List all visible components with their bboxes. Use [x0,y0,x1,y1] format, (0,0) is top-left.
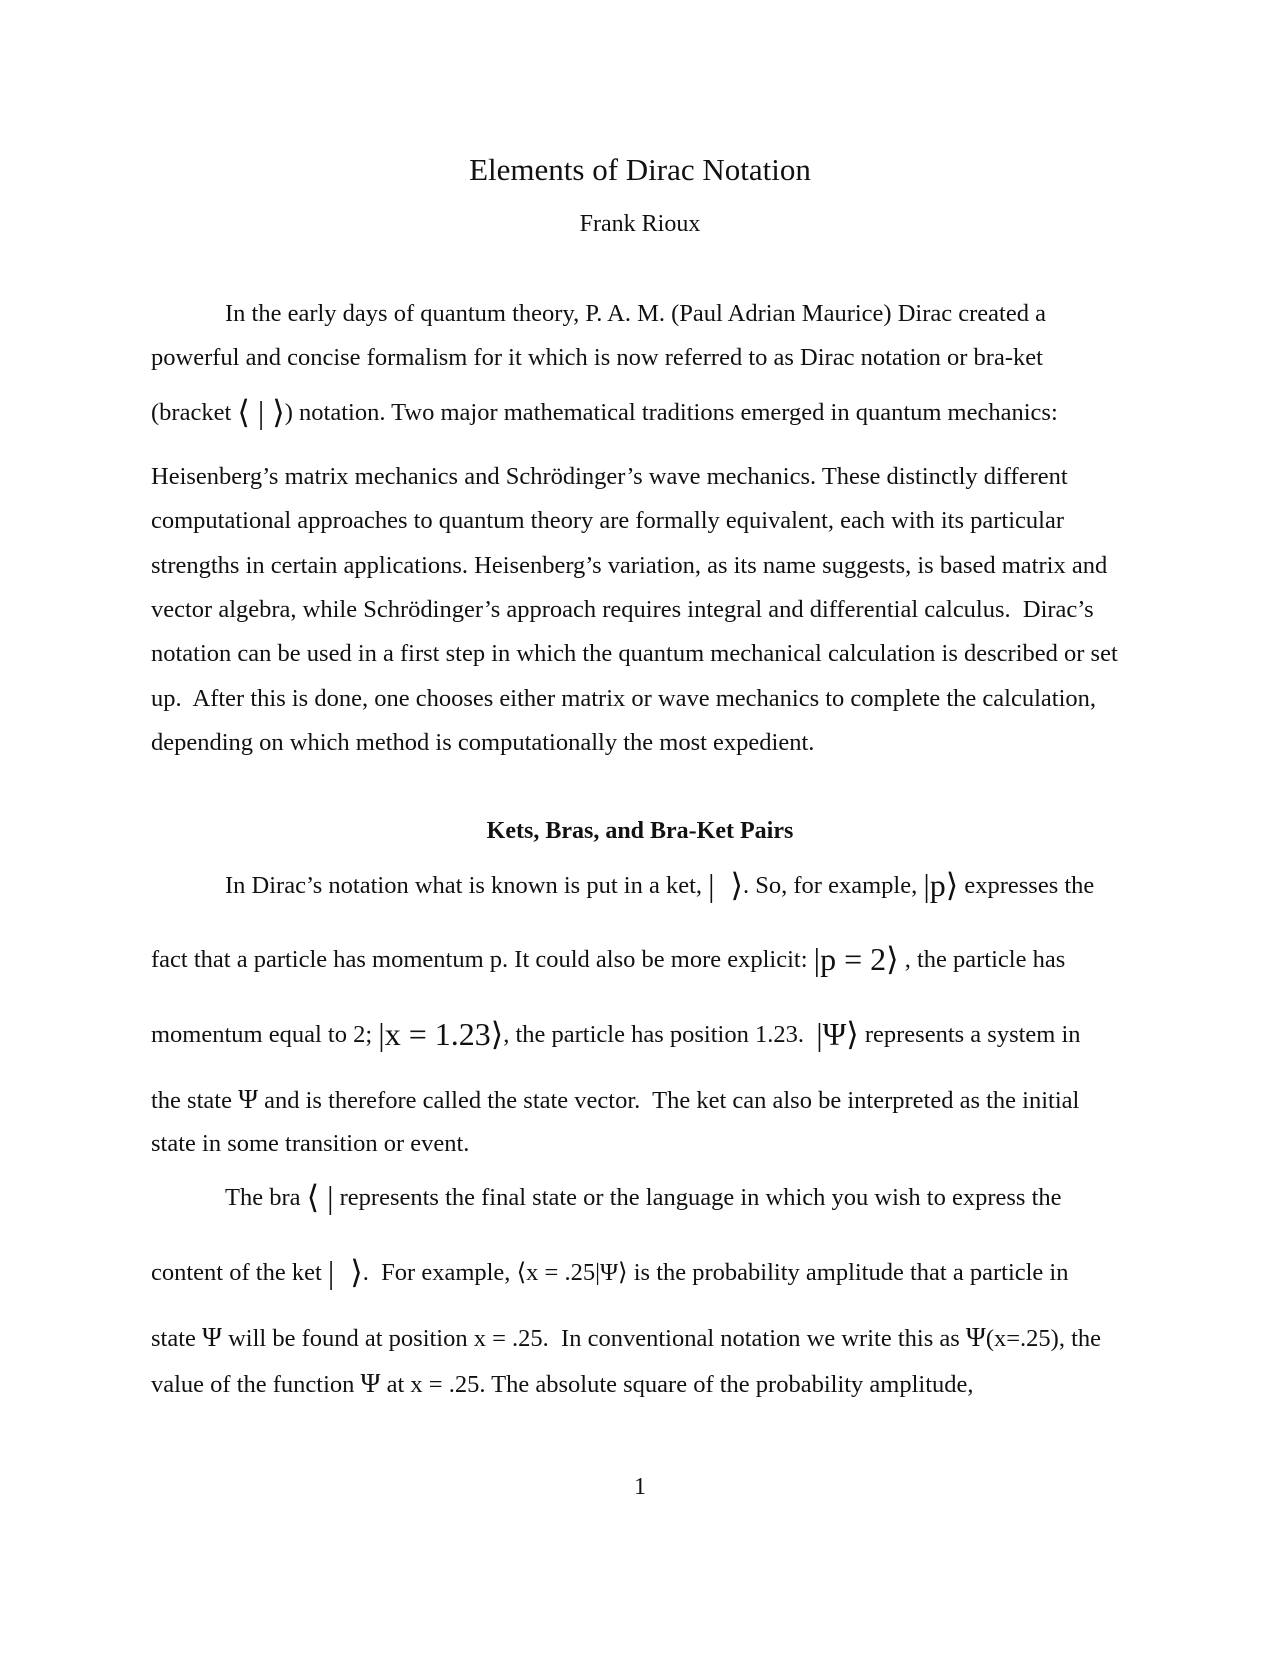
text-line [151,1254,1069,1290]
text-line [151,728,814,758]
text-segment: In Dirac’s notation what is known is put in a ket, [225,872,709,899]
text-segment: at x = .25. The absolute square of the probability amplitude, [380,1371,974,1398]
text-line [151,551,1107,581]
psi-symbol: Ψ [238,1084,258,1114]
dirac-notation: |x = 1.23⟩ [378,1016,504,1052]
text-segment: ) notation. Two major mathematical traditions emerged in quantum mechanics: [284,399,1058,426]
text-segment: . So, for example, [743,872,924,899]
text-line [151,941,1066,977]
text-line [151,1368,974,1400]
text-line [151,343,1043,373]
text-line [151,1016,1081,1052]
text-segment: Heisenberg’s matrix mechanics and Schrödinger’s wave mechanics. These distinctly different [151,463,1068,490]
text-segment: . For example, [362,1259,517,1286]
psi-symbol: Ψ [202,1322,222,1352]
dirac-notation: |p⟩ [923,867,959,903]
text-line [151,1084,1079,1116]
text-segment: , the particle has [898,946,1066,973]
text-line [151,1129,469,1159]
text-segment: content of the ket [151,1259,328,1286]
dirac-notation: ⟨x = .25|Ψ⟩ [516,1259,628,1286]
text-line [151,684,1096,714]
text-segment: , the particle has position 1.23. [503,1021,817,1048]
text-segment: computational approaches to quantum theory are formally equivalent, each with its particular [151,507,1064,534]
text-segment: fact that a particle has momentum p. It could also be more explicit: [151,946,814,973]
text-segment: (x=.25), the [985,1325,1102,1352]
section-heading: Kets, Bras, and Bra-Ket Pairs [486,818,794,844]
dirac-notation: ⟨ | [306,1179,334,1215]
text-segment: state in some transition or event. [151,1130,470,1157]
text-segment: expresses the [958,872,1095,899]
author: Frank Rioux [579,211,701,237]
text-segment: and is therefore called the state vector. The ket can also be interpreted as the initial [258,1087,1080,1114]
text-segment: represents the final state or the language in which you wish to express the [333,1184,1062,1211]
text-segment: powerful and concise formalism for it which is now referred to as Dirac notation or bra-ket [151,344,1043,371]
text-line [225,299,1046,329]
text-segment: In the early days of quantum theory, P. A. M. (Paul Adrian Maurice) Dirac created a [225,300,1046,327]
psi-symbol: Ψ [965,1322,986,1352]
dirac-notation: |Ψ⟩ [816,1016,859,1052]
text-line [151,462,1068,492]
text-line [151,595,1094,625]
text-line [151,1322,1101,1354]
text-line [151,639,1118,669]
text-line [225,867,1095,903]
dirac-notation: |p = 2⟩ [813,941,899,977]
text-segment: The bra [225,1184,307,1211]
text-segment: momentum equal to 2; [151,1021,379,1048]
text-segment: value of the function [151,1371,361,1398]
text-segment: is the probability amplitude that a particle in [627,1259,1069,1286]
text-segment: the state [151,1087,239,1114]
text-segment: depending on which method is computationally the most expedient. [151,729,815,756]
dirac-notation: | ⟩ [708,867,744,903]
text-segment: will be found at position x = .25. In conventional notation we write this as [221,1325,966,1352]
page-number: 1 [634,1474,646,1500]
dirac-notation: | ⟩ [327,1254,363,1290]
text-line [151,394,1058,430]
text-segment: strengths in certain applications. Heisenberg’s variation, as its name suggests, is based matrix and [151,552,1108,579]
text-line [225,1179,1062,1215]
text-segment: (bracket [151,399,238,426]
text-segment: notation can be used in a first step in which the quantum mechanical calculation is described or set [151,640,1118,667]
dirac-notation: ⟨ | ⟩ [237,394,285,430]
text-segment: up. After this is done, one chooses either matrix or wave mechanics to complete the calculation, [151,685,1096,712]
page-title: Elements of Dirac Notation [469,152,811,187]
text-segment: state [151,1325,203,1352]
text-segment: vector algebra, while Schrödinger’s approach requires integral and differential calculus. Dirac’s [151,596,1094,623]
text-segment: represents a system in [858,1021,1081,1048]
psi-symbol: Ψ [360,1368,381,1398]
text-line [151,506,1064,536]
